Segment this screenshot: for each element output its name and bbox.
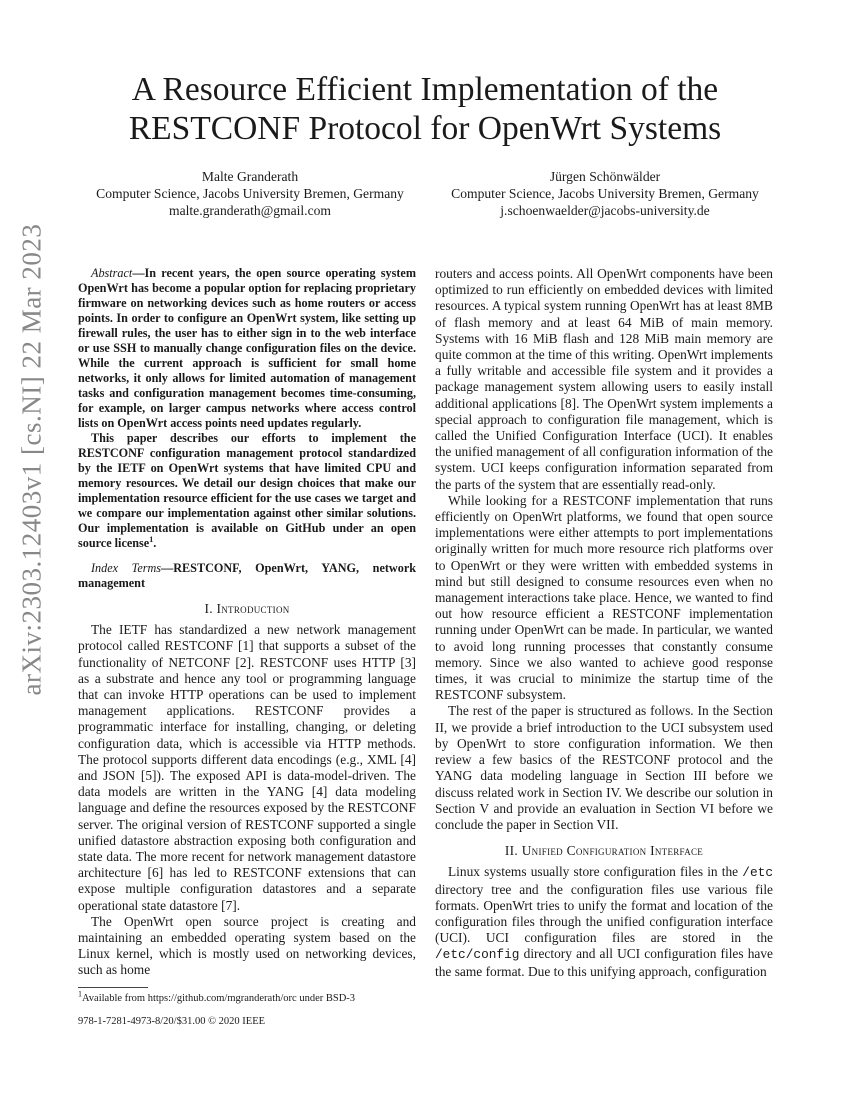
section-heading: I. Introduction (204, 601, 290, 616)
author-affiliation: Computer Science, Jacobs University Bremen, Germany (96, 186, 404, 201)
right-column (435, 266, 773, 980)
abstract-text: —In recent years, the open source operating system OpenWrt has become a popular option for replacing proprietary firmware on networking devices such as home routers or access points. In order to configure an OpenWrt system, like setting up firewall rules, the user has to either sign in to the web interface or use SSH to manually change configuration files on the device. While the current approach is sufficient for small home networks, it only allows for limited automation of management tasks and configuration management becomes time-consuming, for example, on larger campus networks where access control lists on OpenWrt access points need updates regularly. (78, 266, 416, 430)
index-terms-text: —RESTCONF, OpenWrt, YANG, network management (78, 561, 417, 590)
author-affiliation: Computer Science, Jacobs University Bremen, Germany (451, 186, 759, 201)
footnote-text: Available from https://github.com/mgranderath/orc under BSD-3 (82, 992, 356, 1004)
footnote-rule (78, 987, 148, 988)
section-heading: II. Unified Configuration Interface (504, 843, 704, 859)
abstract-text: . (153, 536, 157, 550)
abstract-paragraph (78, 266, 416, 431)
title-line: A Resource Efficient Implementation of the (131, 71, 719, 108)
author-block (425, 168, 785, 219)
body-text: directory and all UCI configuration files have the same format. Due to this unifying approach, configuration (435, 946, 773, 979)
body-paragraph: The rest of the paper is structured as follows. In the Section II, we provide a brief introduction to the UCI subsystem used by OpenWrt to store configuration information. We then review a few basics of the RESTCONF protocol and the YANG data modeling language in Section III before we discuss related work in Section IV. We describe our solution in Section V and provide an evaluation in Section VI before we conclude the paper in Section VII. (435, 703, 773, 832)
title-line: RESTCONF Protocol for OpenWrt Systems (128, 110, 722, 147)
body-paragraph: The IETF has standardized a new network management protocol called RESTCONF [1] that supports a subset of the functionality of NETCONF [2]. RESTCONF uses HTTP [3] as a substrate and hence any tool or programming language that can invoke HTTP operations can be used to implement management applications. RESTCONF provides a programmatic interface for installing, changing, or deleting configuration data, which is accessible via HTTP methods. The protocol supports different data encodings (e.g., XML [4] and JSON [5]). The exposed API is data-model-driven. The data models are written in the YANG [4] data modeling language and define the resources exposed by the RESTCONF server. The original version of RESTCONF supported a single unified datastore abstraction exposing both configuration and state data. The more recent for network management datastore architecture [6] has led to RESTCONF extensions that can expose multiple configuration datastores and a separate operational state datastore [7]. (78, 622, 416, 913)
paper-title (0, 70, 850, 148)
index-terms-label: Index Terms (91, 561, 162, 575)
arxiv-stamp: arXiv:2303.12403v1 [cs.NI] 22 Mar 2023 (16, 223, 47, 696)
body-paragraph: routers and access points. All OpenWrt components have been optimized to run efficiently on embedded devices with limited resources. A typical system running OpenWrt has at least 8MB of flash memory and at least 64 MiB of main memory. Systems with 16 MiB flash and 128 MiB main memory are quite common at the time of this writing. OpenWrt implements a fully writable and accessible file system and it provides a package management system allowing users to easily install additional applications [8]. The OpenWrt system implements a special approach to configuration file management, which is called the Unified Configuration Interface (UCI). It enables the unified management of all configuration information of the system. UCI keeps configuration information separated from the parts of the system that are essentially read-only. (435, 266, 773, 492)
footnote-mark: 1 (149, 534, 154, 544)
abstract-paragraph (78, 431, 416, 551)
abstract-text: This paper describes our efforts to implement the RESTCONF configuration management protocol standardized by the IETF on OpenWrt systems that have limited CPU and memory resources. We detail our design choices that make our implementation resource efficient for the use cases we target and we compare our implementation against other similar solutions. Our implementation is available on GitHub under an open source license (78, 431, 416, 550)
footnote (78, 979, 416, 1005)
body-paragraph (435, 864, 773, 979)
body-text: directory tree and the configuration files use various file formats. OpenWrt tries to unify the format and location of the configuration files through the unified configuration interface (UCI). UCI configuration files are stored in the (435, 881, 773, 946)
left-column (78, 266, 416, 1028)
author-name: Malte Granderath (201, 169, 299, 184)
body-paragraph: While looking for a RESTCONF implementation that runs efficiently on OpenWrt platforms, we found that open source implementations were either attempts to port implementations originally written for much more resource rich platforms over to OpenWrt or they were written with embedded systems in mind but still designed to consume resources even when no management interactions take place. Hence, we wanted to find out how resource efficient a RESTCONF implementation running under OpenWrt can be made. In particular, we wanted to avoid long running processes that constantly consume memory. Since we also wanted to achieve good response times, it was crucial to minimize the startup time of the RESTCONF subsystem. (435, 492, 773, 703)
abstract-label: Abstract (91, 266, 133, 280)
author-block (70, 168, 430, 219)
footnote-mark: 1 (78, 989, 82, 999)
author-email: j.schoenwaelder@jacobs-university.de (500, 203, 710, 218)
code-path: /etc/config (435, 947, 520, 963)
code-path: /etc (742, 865, 773, 881)
body-paragraph: The OpenWrt open source project is creating and maintaining an embedded operating system based on the Linux kernel, which is mostly used on networking devices, such as home (78, 913, 416, 978)
author-name: Jürgen Schönwälder (549, 169, 661, 184)
body-text: Linux systems usually store configuration files in the (448, 864, 743, 880)
copyright-notice: 978-1-7281-4973-8/20/$31.00 © 2020 IEEE (78, 1015, 266, 1027)
index-terms (78, 561, 416, 591)
author-email: malte.granderath@gmail.com (169, 203, 331, 218)
